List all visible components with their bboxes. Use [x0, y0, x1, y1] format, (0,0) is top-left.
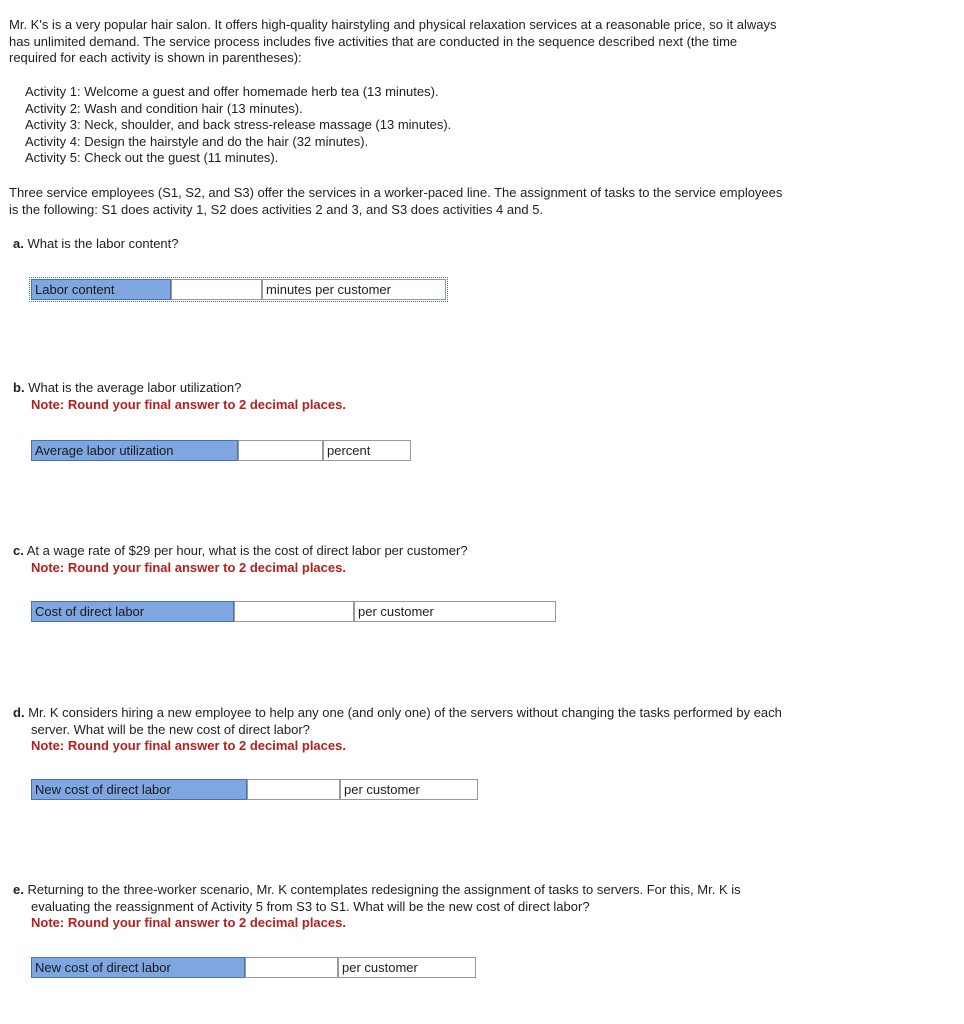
answer-input-wrapper — [171, 279, 262, 300]
assignment-line: Three service employees (S1, S2, and S3) offer the services in a worker-paced line. The assignment of tasks to the service employees — [9, 185, 783, 200]
answer-input-wrapper — [234, 601, 354, 622]
question-b — [13, 380, 346, 413]
intro-line: has unlimited demand. The service process includes five activities that are conducted in the sequence described next (the time — [9, 33, 738, 49]
activity-item: Activity 2: Wash and condition hair (13 minutes). — [25, 100, 303, 116]
activity-item: Activity 5: Check out the guest (11 minutes). — [25, 150, 279, 165]
intro-paragraph — [9, 17, 776, 67]
answer-unit: per customer — [340, 779, 478, 800]
question-text: What is the average labor utilization? — [28, 380, 242, 395]
answer-row-new-cost-of-direct-labor-d — [31, 779, 478, 800]
answer-label: Labor content — [31, 279, 171, 300]
answer-label: New cost of direct labor — [31, 779, 247, 800]
labor-content-input[interactable] — [171, 279, 262, 300]
answer-input-wrapper — [245, 957, 338, 978]
question-text: At a wage rate of $29 per hour, what is the cost of direct labor per customer? — [26, 543, 468, 558]
cost-of-direct-labor-input[interactable] — [234, 601, 354, 622]
answer-unit: minutes per customer — [262, 279, 446, 300]
question-letter: d. — [13, 705, 25, 720]
question-letter: c. — [13, 543, 24, 558]
question-text: What is the labor content? — [27, 236, 179, 251]
answer-label: New cost of direct labor — [31, 957, 245, 978]
activity-list — [25, 84, 451, 167]
assignment-paragraph — [9, 185, 782, 218]
question-d — [13, 705, 782, 755]
new-cost-of-direct-labor-input-d[interactable] — [247, 779, 340, 800]
answer-row-new-cost-of-direct-labor-e — [31, 957, 476, 978]
question-letter: b. — [13, 380, 25, 395]
question-note: Note: Round your final answer to 2 decimal places. — [31, 396, 346, 412]
answer-input-wrapper — [247, 779, 340, 800]
question-c — [13, 543, 468, 576]
answer-unit: per customer — [354, 601, 556, 622]
answer-row-labor-content — [31, 279, 446, 300]
question-a — [13, 236, 179, 253]
answer-unit: per customer — [338, 957, 476, 978]
assignment-line: is the following: S1 does activity 1, S2 does activities 2 and 3, and S3 does activities 4 and 5. — [9, 201, 544, 217]
activity-item: Activity 1: Welcome a guest and offer homemade herb tea (13 minutes). — [25, 84, 439, 99]
question-text: Returning to the three-worker scenario, Mr. K contemplates redesigning the assignment of tasks to servers. For this, Mr. K is — [27, 882, 741, 897]
intro-line: Mr. K's is a very popular hair salon. It offers high-quality hairstyling and physical relaxation services at a reasonable price, so it always — [9, 17, 777, 32]
answer-label: Average labor utilization — [31, 440, 238, 461]
question-text: server. What will be the new cost of direct labor? — [31, 721, 310, 737]
question-text: Mr. K considers hiring a new employee to help any one (and only one) of the servers without changing the tasks performed by each — [28, 705, 782, 720]
question-note: Note: Round your final answer to 2 decimal places. — [31, 915, 346, 930]
answer-input-wrapper — [238, 440, 323, 461]
question-letter: e. — [13, 882, 24, 897]
intro-line: required for each activity is shown in parentheses): — [9, 50, 302, 65]
answer-label: Cost of direct labor — [31, 601, 234, 622]
new-cost-of-direct-labor-input-e[interactable] — [245, 957, 338, 978]
activity-item: Activity 4: Design the hairstyle and do the hair (32 minutes). — [25, 133, 369, 149]
question-e — [13, 882, 741, 932]
question-note: Note: Round your final answer to 2 decimal places. — [31, 559, 346, 575]
question-text: evaluating the reassignment of Activity 5 from S3 to S1. What will be the new cost of direct labor? — [31, 898, 590, 914]
question-letter: a. — [13, 236, 24, 251]
activity-item: Activity 3: Neck, shoulder, and back stress-release massage (13 minutes). — [25, 117, 452, 132]
average-labor-utilization-input[interactable] — [238, 440, 323, 461]
answer-unit: percent — [323, 440, 411, 461]
answer-row-average-labor-utilization — [31, 440, 411, 461]
question-note: Note: Round your final answer to 2 decimal places. — [31, 738, 346, 753]
answer-row-cost-of-direct-labor — [31, 601, 556, 622]
